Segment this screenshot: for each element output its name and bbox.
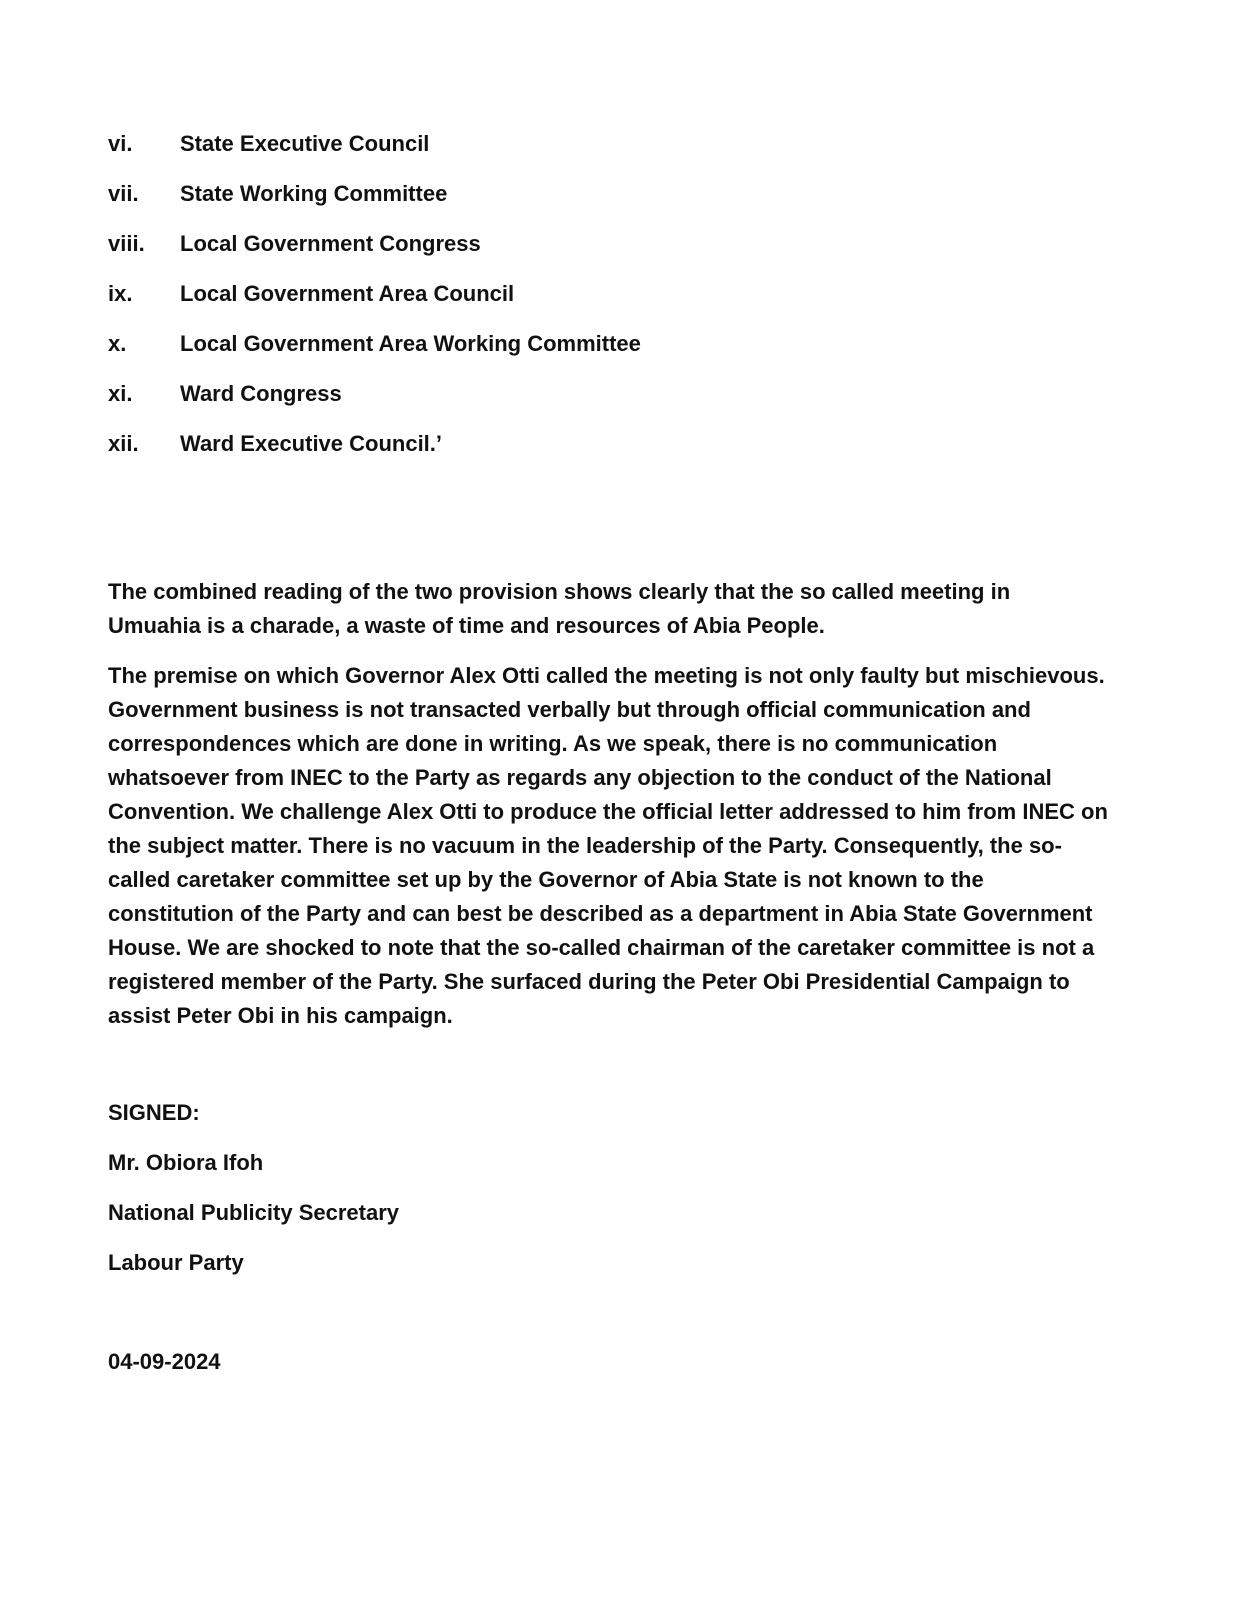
paragraph-premise: The premise on which Governor Alex Otti called the meeting is not only faulty but mischievous. Government business is not transacted verbally but through official communication and correspondences which are done in writing. As we speak, there is no communication whatsoever from INEC to the Party as regards any objection to the conduct of the National Convention. We challenge Alex Otti to produce the official letter addressed to him from INEC on the subject matter. There is no vacuum in the leadership of the Party. Consequently, the so-called caretaker committee set up by the Governor of Abia State is not known to the constitution of the Party and can best be described as a department in Abia State Government House. We are shocked to note that the so-called chairman of the caretaker committee is not a registered member of the Party. She surfaced during the Peter Obi Presidential Campaign to assist Peter Obi in his campaign. <box>108 663 1108 1028</box>
list-numeral: xi. <box>108 381 133 406</box>
signatory-organization: Labour Party <box>108 1250 244 1275</box>
list-numeral: vii. <box>108 181 139 206</box>
signed-label: SIGNED: <box>108 1100 200 1125</box>
signature-block <box>108 1097 708 1297</box>
signatory-name: Mr. Obiora Ifoh <box>108 1150 264 1175</box>
list-item <box>108 378 1128 428</box>
signatory-title: National Publicity Secretary <box>108 1200 399 1225</box>
list-numeral: ix. <box>108 281 133 306</box>
list-item <box>108 128 1128 178</box>
document-date: 04-09-2024 <box>108 1349 221 1374</box>
list-item <box>108 278 1128 328</box>
list-numeral: x. <box>108 331 127 356</box>
list-item-text: State Executive Council <box>180 131 430 156</box>
list-item-text: Ward Congress <box>180 381 342 406</box>
list-numeral: xii. <box>108 431 139 456</box>
list-item <box>108 328 1128 378</box>
list-item-text: Local Government Congress <box>180 231 481 256</box>
list-item <box>108 428 1128 478</box>
list-item-text: Local Government Area Working Committee <box>180 331 641 356</box>
list-item-text: State Working Committee <box>180 181 448 206</box>
list-numeral: vi. <box>108 131 133 156</box>
list-item-text: Local Government Area Council <box>180 281 515 306</box>
organ-list <box>108 128 1128 478</box>
list-item <box>108 178 1128 228</box>
list-numeral: viii. <box>108 231 145 256</box>
paragraph-combined-reading: The combined reading of the two provision shows clearly that the so called meeting in Umuahia is a charade, a waste of time and resources of Abia People. <box>108 579 1011 638</box>
list-item <box>108 228 1128 278</box>
list-item-text: Ward Executive Council.’ <box>180 431 443 456</box>
